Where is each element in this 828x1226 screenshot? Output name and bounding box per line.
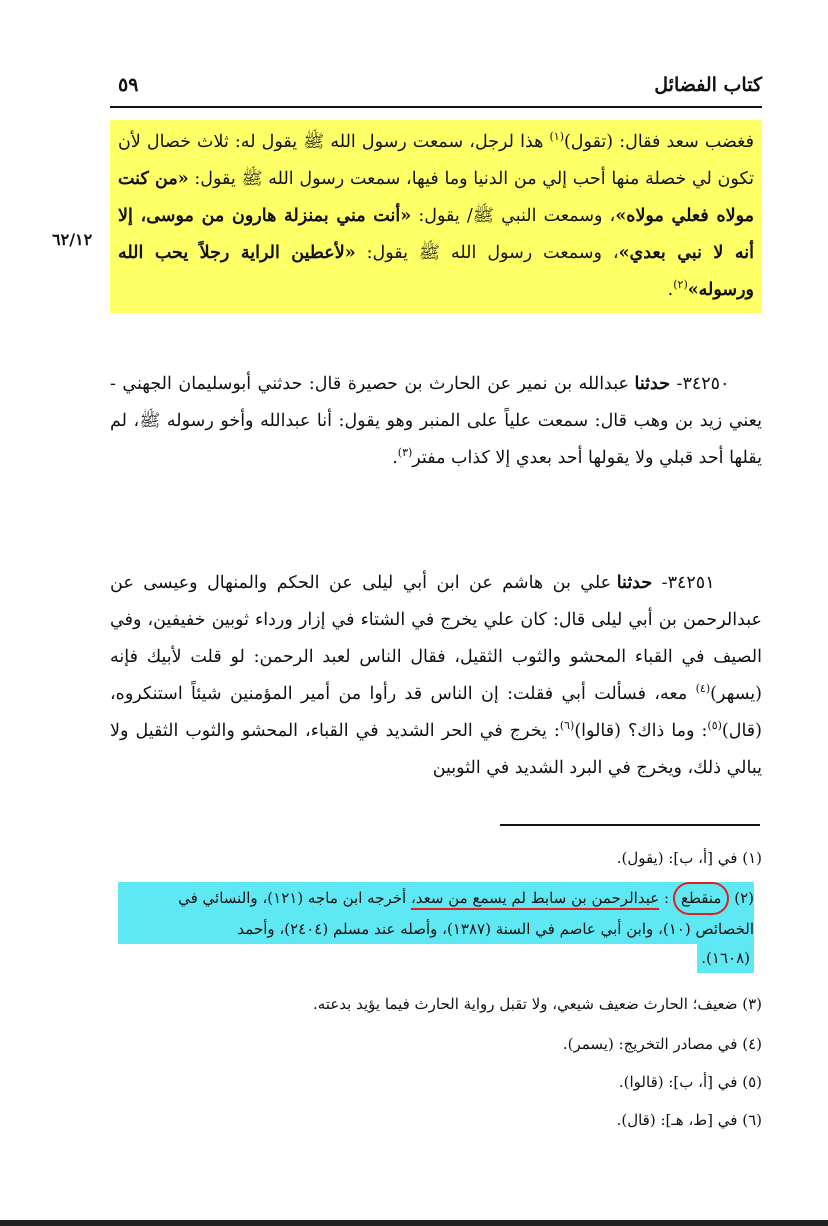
p3-text-b: معه، فسألت أبي فقلت: إن الناس قد رأوا من أمير المؤمنين شيئاً استنكروه، (قال) [110,684,762,741]
book-title: كتاب الفضائل [654,74,762,96]
p1-text-b: هذا لرجل، سمعت رسول الله ﷺ يقول له: ثلاث خصال لأن تكون لي خصلة منها أحب إلي من الدنيا وما فيها، سمعت رسول الله ﷺ يقول: [118,132,754,189]
hadith-paragraph [110,366,762,477]
footnote-1: (١) في [أ، ب]: (يقول). [616,849,762,867]
p2-text: عبدالله بن نمير عن الحارث بن حصيرة قال: حدثني أبوسليمان الجهني - يعني زيد بن وهب قال: سمعت علياً على المنبر وهو يقول: أنا عبدالله وأخو رسوله ﷺ، لم يقلها أحد قبلي ولا يقولها أحد بعدي إلا كذاب مفتر [110,374,762,468]
header-divider [110,106,762,108]
footnote-2-line-3: (١٦٠٨). [697,944,754,973]
hadith-quote: «من كنت مولاه فعلي مولاه» [118,169,755,226]
footnote-marker: (٥) [707,719,722,733]
hadith-paragraph [110,565,762,787]
footnote-marker: (٤) [695,682,711,696]
footnote-6: (٦) في [ط، هـ]: (قال). [616,1111,762,1129]
red-circle-annotation [673,882,729,915]
footnote-2-rest: أخرجه ابن ماجه (١٢١)، والنسائي في [178,889,411,907]
footnote-marker: (٢) [673,278,688,292]
footnote-number: (٢) [734,889,754,907]
page-number: ٥٩ [118,74,139,96]
footnote-2 [110,880,762,975]
hadith-number: ٣٤٢٥٠- [670,374,730,394]
footnote-5: (٥) في [أ، ب]: (قالوا). [618,1073,762,1091]
highlighted-paragraph [110,120,762,313]
p3-text-d: : يخرج في الحر الشديد في القباء، المحشو والثوب الثقيل ولا يبالي ذلك، ويخرج في البرد الشديد في الثوبين [110,721,762,778]
haddathana-word: حدثنا [616,573,653,593]
p3-text-a: علي بن هاشم عن ابن أبي ليلى عن الحكم والمنهال وعيسى عن عبدالرحمن بن أبي ليلى قال: كان علي يخرج في الشتاء في إزار ورداء ثوبين خفيفين، وفي الصيف في القباء المحشو والثوب الثقيل، فقال الناس لعبد الرحمن: لو قلت لأبيك فإنه (يسهر) [110,573,762,704]
p1-end: . [667,280,674,300]
bottom-edge [0,1220,828,1226]
p3-text-c: : وما ذاك؟ (قالوا) [574,721,708,741]
p1-text-a: فغضب سعد فقال: (تقول) [563,132,754,152]
footnote-marker: (٦) [559,719,575,733]
p1-text-c: ، وسمعت النبي ﷺ/ يقول: [411,206,616,226]
colon: : [659,889,669,907]
footnote-4: (٤) في مصادر التخريج: (يسمر). [562,1035,762,1053]
footnote-2-line-2: الخصائص (١٠)، وابن أبي عاصم في السنة (١٣٨٧)، وأصله عند مسلم (٢٤٠٤)، وأحمد [118,915,754,944]
footnote-divider [500,824,760,826]
p1-text-d: ، وسمعت رسول الله ﷺ يقول: [355,243,619,263]
page-header [110,74,762,104]
hadith-quote: «أنت مني بمنزلة هارون من موسى، إلا أنه لا نبي بعدي» [118,206,754,263]
munqati-word: منقطع [681,889,722,907]
footnote-2-line-1 [118,882,754,915]
footnote-marker: (١) [549,130,564,144]
hadith-number: ٣٤٢٥١- [652,573,715,593]
p2-end: . [392,448,398,468]
margin-reference: ٦٢/١٢ [52,230,93,249]
footnote-marker: (٣) [397,446,413,460]
haddathana-word: حدثنا [634,374,671,394]
red-underline-annotation: عبدالرحمن بن سابط لم يسمع من سعد، [410,889,660,907]
hadith-quote: «لأعطين الراية رجلاً يحب الله ورسوله» [118,243,754,300]
footnote-3: (٣) ضعيف؛ الحارث ضعيف شيعي، ولا تقبل رواية الحارث فيما يؤيد بدعته. [313,995,762,1013]
